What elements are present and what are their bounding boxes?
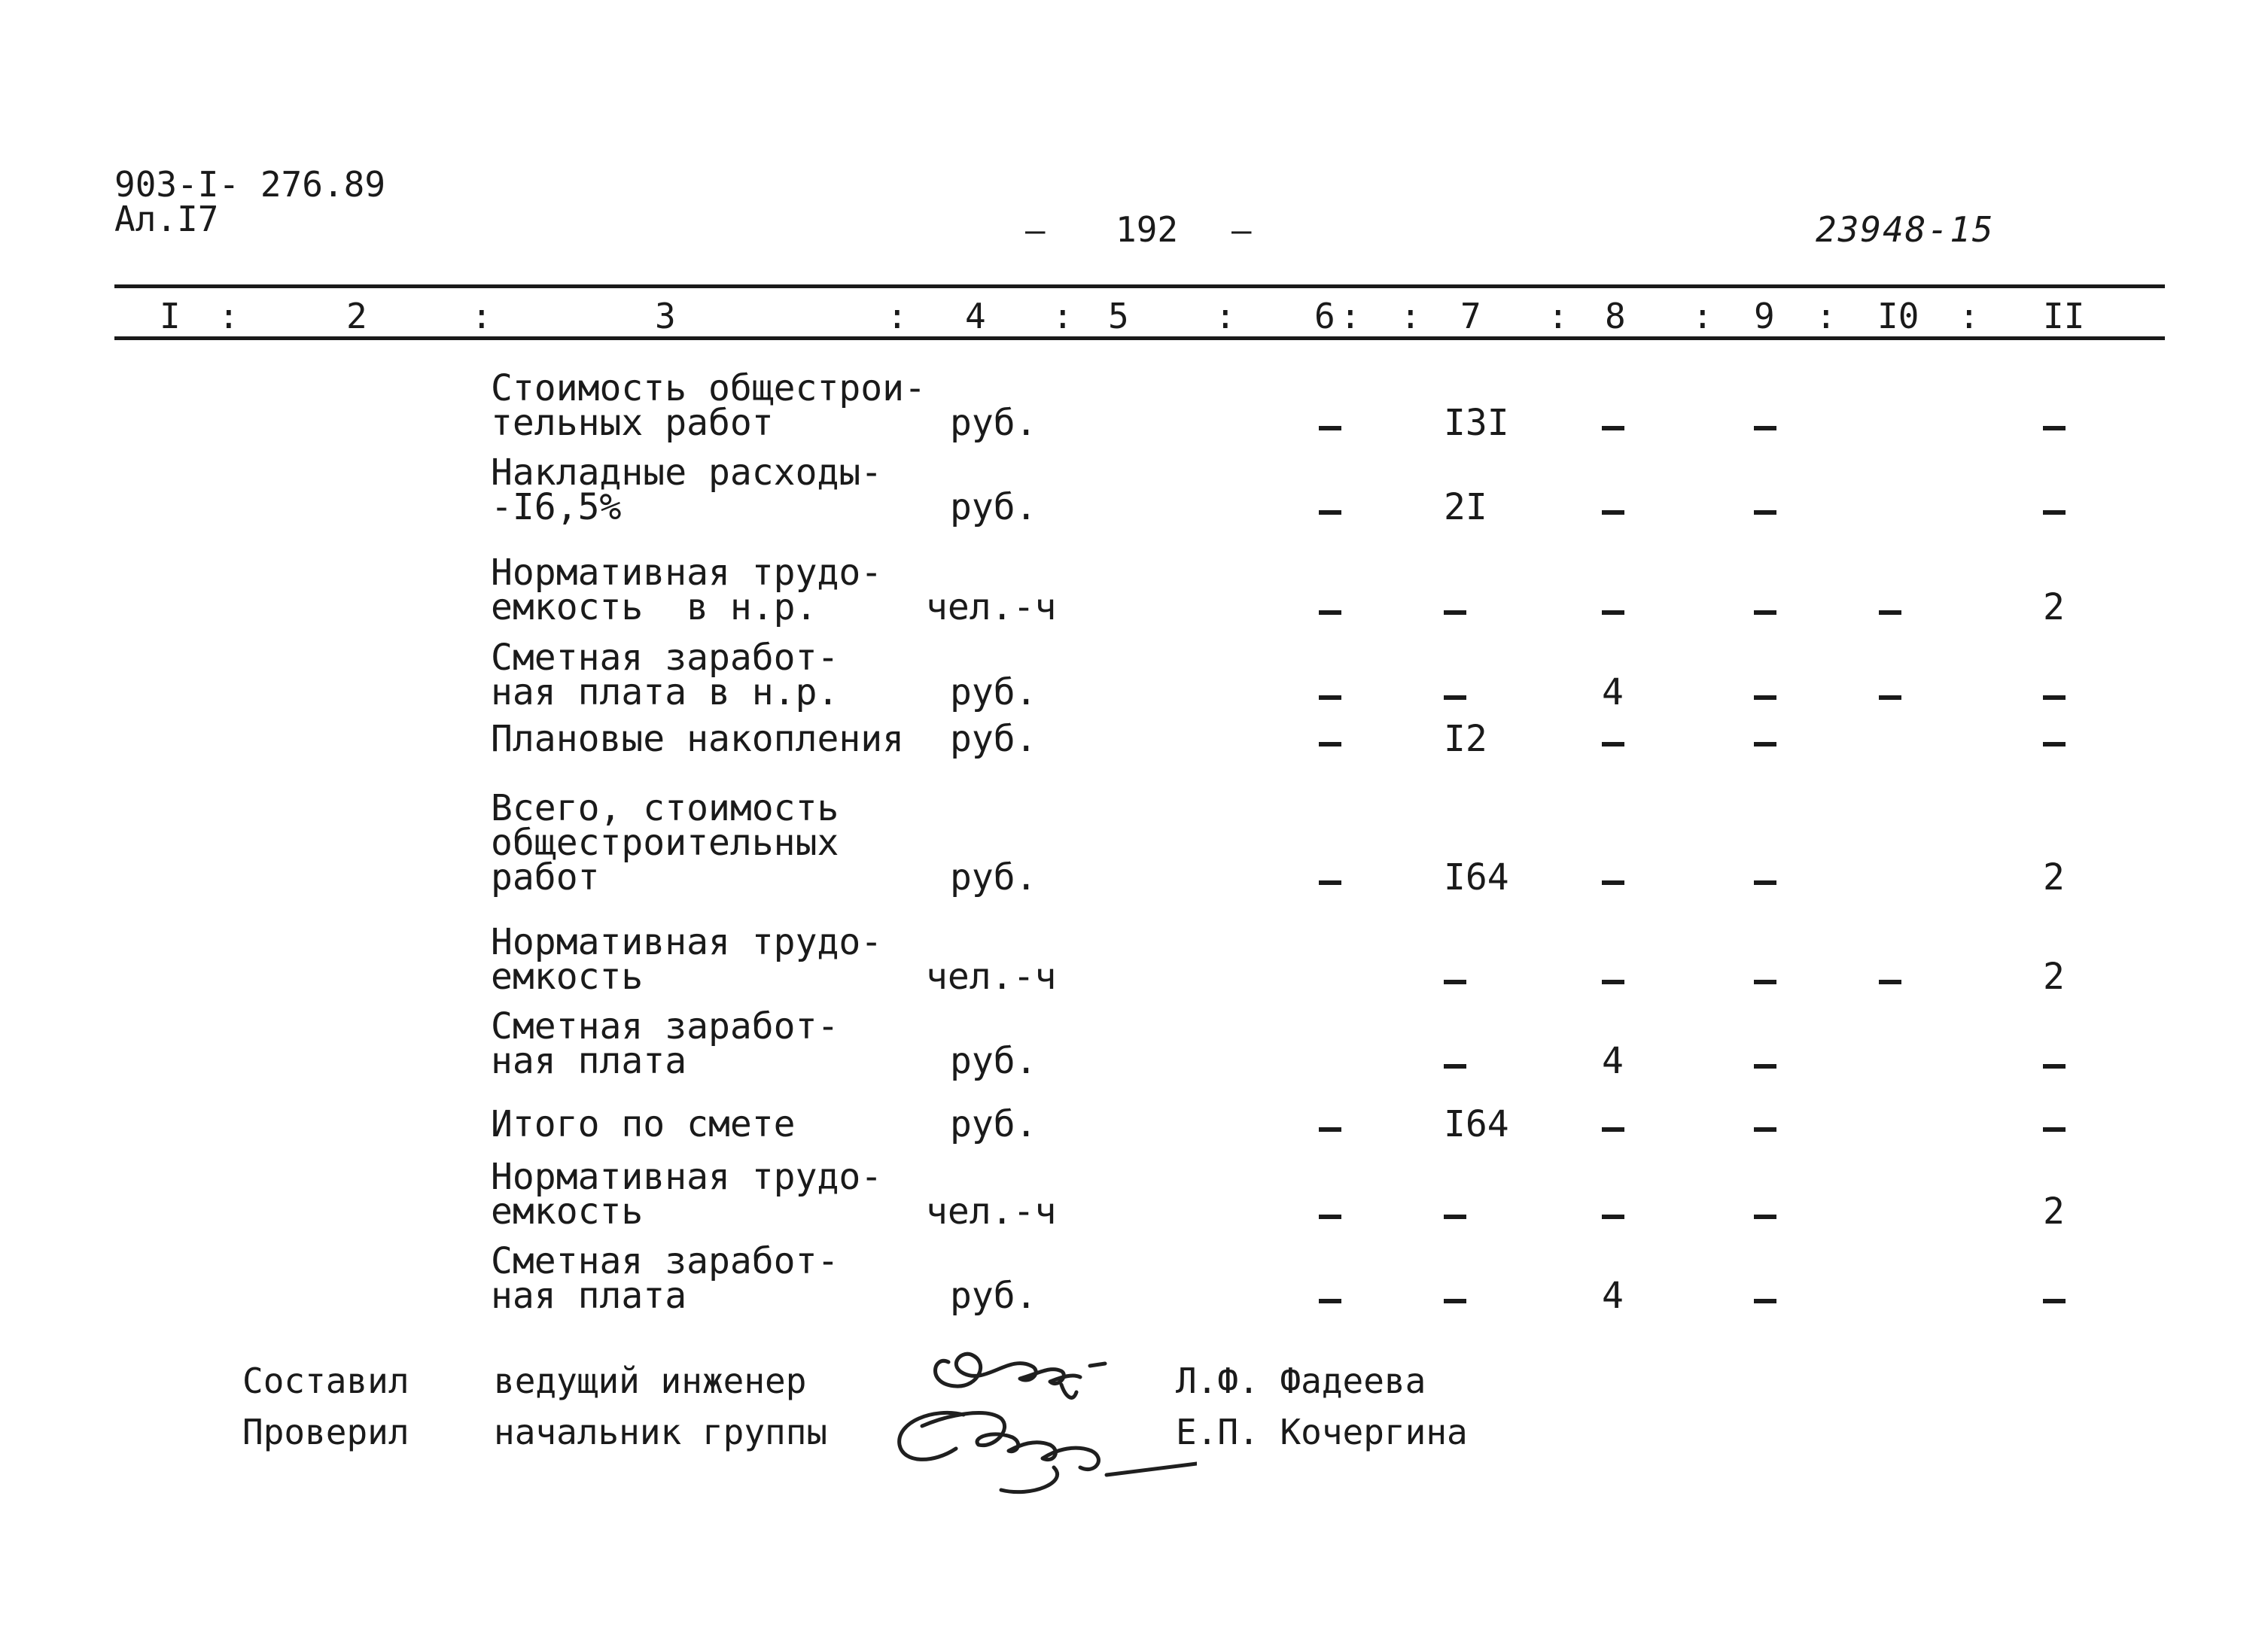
dash-mark: [2043, 742, 2066, 746]
column-header-2: 2: [346, 296, 367, 336]
row-description-line: емкость: [491, 956, 644, 998]
row-unit: руб.: [950, 856, 1037, 899]
cell-col-7: [1444, 1043, 1466, 1079]
row-description-line: Сметная заработ-: [491, 1240, 839, 1282]
dash-mark: [1879, 980, 1901, 984]
cell-col-9: [1754, 674, 1776, 710]
cell-col-9: [1754, 489, 1776, 525]
column-separator: :: [1340, 296, 1361, 336]
dash-mark: [1602, 510, 1624, 515]
cell-col-6: [1319, 721, 1341, 757]
cell-col-9: [1754, 721, 1776, 757]
dash-mark: [1319, 510, 1341, 515]
signature-position: ведущий инженер: [494, 1361, 807, 1401]
handwritten-signature-kochergina: [881, 1392, 1197, 1498]
dash-mark: [1754, 1064, 1776, 1069]
dash-mark: [1319, 695, 1341, 700]
cell-col-6: [1319, 1193, 1341, 1230]
cell-col-11: 2: [2043, 1190, 2065, 1233]
cell-col-9: [1754, 959, 1776, 995]
cell-col-6: [1319, 1106, 1341, 1142]
row-description-line: Всего, стоимость: [491, 787, 839, 829]
row-description-line: емкость в н.р.: [491, 586, 817, 628]
column-header-7: 7: [1460, 296, 1481, 336]
column-header-8: 8: [1605, 296, 1626, 336]
row-description-line: ная плата: [491, 1275, 687, 1317]
row-description-line: ная плата: [491, 1040, 687, 1082]
column-separator: :: [1400, 296, 1421, 336]
table-top-rule: [114, 284, 2165, 288]
cell-col-11: [2043, 405, 2066, 441]
dash-mark: [1319, 880, 1341, 885]
column-separator: :: [218, 296, 239, 336]
row-unit: руб.: [950, 1040, 1037, 1082]
dash-mark: [1602, 742, 1624, 746]
dash-mark: [1319, 1127, 1341, 1132]
cell-col-11: [2043, 1043, 2066, 1079]
dash-mark: [2043, 510, 2066, 515]
row-description-line: емкость: [491, 1190, 644, 1233]
dash-mark: [1879, 610, 1901, 615]
column-separator: :: [1215, 296, 1236, 336]
dash-mark: [1754, 426, 1776, 430]
dash-mark: [1602, 1215, 1624, 1219]
cell-col-11: [2043, 489, 2066, 525]
row-description-line: Сметная заработ-: [491, 1005, 839, 1048]
dash-mark: [1754, 1215, 1776, 1219]
cell-col-8: [1602, 859, 1624, 895]
dash-mark: [1319, 1215, 1341, 1219]
cell-col-6: [1319, 674, 1341, 710]
cell-col-8: [1602, 1106, 1624, 1142]
dash-mark: [1754, 695, 1776, 700]
row-description-line: Итого по смете: [491, 1103, 796, 1145]
cell-col-10: [1879, 674, 1901, 710]
cell-col-10: [1879, 959, 1901, 995]
row-description-line: Нормативная трудо-: [491, 552, 883, 594]
cell-col-9: [1754, 1106, 1776, 1142]
cell-col-9: [1754, 405, 1776, 441]
row-description-line: Нормативная трудо-: [491, 921, 883, 963]
dash-mark: [1444, 1215, 1466, 1219]
cell-col-8: 4: [1602, 1275, 1624, 1317]
cell-col-11: [2043, 1106, 2066, 1142]
column-header-5: 5: [1108, 296, 1129, 336]
column-header-1: I: [160, 296, 181, 336]
signature-name: Е.П. Кочергина: [1176, 1412, 1468, 1452]
dash-mark: [1319, 1299, 1341, 1303]
column-header-11: II: [2043, 296, 2085, 336]
column-separator: :: [1692, 296, 1713, 336]
dash-mark: [1754, 610, 1776, 615]
cell-col-7: I64: [1444, 856, 1509, 899]
row-unit: руб.: [950, 671, 1037, 713]
cell-col-9: [1754, 1043, 1776, 1079]
row-description-line: тельных работ: [491, 402, 774, 444]
cell-col-8: 4: [1602, 1040, 1624, 1082]
cell-col-7: I3I: [1444, 402, 1509, 444]
column-separator: :: [1548, 296, 1569, 336]
row-description-line: общестроительных: [491, 822, 839, 864]
column-separator: :: [887, 296, 908, 336]
dash-mark: [1444, 610, 1466, 615]
cell-col-11: 2: [2043, 856, 2065, 899]
cell-col-7: [1444, 1193, 1466, 1230]
dash-mark: [1754, 980, 1776, 984]
row-unit: чел.-ч: [926, 586, 1057, 628]
cell-col-7: [1444, 589, 1466, 625]
row-description-line: Сметная заработ-: [491, 637, 839, 679]
row-description-line: Стоимость общестрои-: [491, 367, 926, 409]
cell-col-6: [1319, 405, 1341, 441]
dash-mark: [2043, 695, 2066, 700]
cell-col-8: [1602, 405, 1624, 441]
row-description-line: работ: [491, 856, 600, 899]
document-code: 903-I- 276.89: [114, 164, 386, 205]
cell-col-6: [1319, 859, 1341, 895]
cell-col-11: 2: [2043, 956, 2065, 998]
dash-mark: [1602, 426, 1624, 430]
column-separator: :: [471, 296, 492, 336]
row-unit: руб.: [950, 718, 1037, 760]
cell-col-9: [1754, 1193, 1776, 1230]
row-description-line: Плановые накопления: [491, 718, 905, 760]
column-header-3: 3: [655, 296, 676, 336]
signature-name: Л.Ф. Фадеева: [1176, 1361, 1426, 1401]
cell-col-9: [1754, 859, 1776, 895]
cell-col-8: [1602, 1193, 1624, 1230]
cell-col-6: [1319, 589, 1341, 625]
dash-mark: [2043, 1299, 2066, 1303]
row-unit: руб.: [950, 1275, 1037, 1317]
cell-col-7: [1444, 959, 1466, 995]
dash-mark: [1444, 1299, 1466, 1303]
row-description-line: -I6,5%: [491, 486, 622, 528]
row-unit: чел.-ч: [926, 956, 1057, 998]
column-header-6: 6: [1314, 296, 1335, 336]
cell-col-7: [1444, 1278, 1466, 1314]
dash-mark: [1754, 1127, 1776, 1132]
dash-mark: [1444, 980, 1466, 984]
page-number-dash-left: –: [1025, 211, 1046, 250]
cell-col-7: 2I: [1444, 486, 1487, 528]
dash-mark: [1319, 610, 1341, 615]
column-header-10: I0: [1877, 296, 1919, 336]
row-unit: руб.: [950, 402, 1037, 444]
cell-col-7: I64: [1444, 1103, 1509, 1145]
signature-role: Проверил: [242, 1412, 409, 1452]
column-header-9: 9: [1754, 296, 1775, 336]
page-number: 192: [1116, 209, 1179, 250]
cell-col-11: [2043, 721, 2066, 757]
column-separator: :: [1816, 296, 1837, 336]
album-number: Ал.I7: [114, 199, 219, 239]
column-separator: :: [1959, 296, 1980, 336]
dash-mark: [1754, 742, 1776, 746]
dash-mark: [2043, 1127, 2066, 1132]
signature-role: Составил: [242, 1361, 409, 1401]
cell-col-10: [1879, 589, 1901, 625]
row-description-line: Накладные расходы-: [491, 452, 883, 494]
cell-col-7: [1444, 674, 1466, 710]
row-unit: руб.: [950, 1103, 1037, 1145]
cell-col-9: [1754, 589, 1776, 625]
cell-col-11: 2: [2043, 586, 2065, 628]
dash-mark: [1754, 510, 1776, 515]
column-separator: :: [1052, 296, 1073, 336]
row-description-line: Нормативная трудо-: [491, 1156, 883, 1198]
dash-mark: [1319, 742, 1341, 746]
signature-position: начальник группы: [494, 1412, 828, 1452]
dash-mark: [1602, 610, 1624, 615]
cell-col-11: [2043, 674, 2066, 710]
cell-col-8: 4: [1602, 671, 1624, 713]
cell-col-8: [1602, 721, 1624, 757]
row-unit: руб.: [950, 486, 1037, 528]
row-unit: чел.-ч: [926, 1190, 1057, 1233]
cell-col-8: [1602, 489, 1624, 525]
cell-col-9: [1754, 1278, 1776, 1314]
cell-col-8: [1602, 589, 1624, 625]
cell-col-7: I2: [1444, 718, 1487, 760]
column-header-4: 4: [965, 296, 986, 336]
table-header-bottom-rule: [114, 336, 2165, 340]
dash-mark: [1879, 695, 1901, 700]
cell-col-8: [1602, 959, 1624, 995]
dash-mark: [1754, 1299, 1776, 1303]
page-number-dash-right: –: [1231, 211, 1252, 250]
dash-mark: [1444, 1064, 1466, 1069]
row-description-line: ная плата в н.р.: [491, 671, 839, 713]
dash-mark: [1602, 1127, 1624, 1132]
dash-mark: [1602, 980, 1624, 984]
dash-mark: [1319, 426, 1341, 430]
dash-mark: [2043, 426, 2066, 430]
cell-col-6: [1319, 1278, 1341, 1314]
order-number: 23948-15: [1816, 209, 1995, 250]
dash-mark: [1602, 880, 1624, 885]
dash-mark: [2043, 1064, 2066, 1069]
dash-mark: [1444, 695, 1466, 700]
cell-col-11: [2043, 1278, 2066, 1314]
cell-col-6: [1319, 489, 1341, 525]
dash-mark: [1754, 880, 1776, 885]
